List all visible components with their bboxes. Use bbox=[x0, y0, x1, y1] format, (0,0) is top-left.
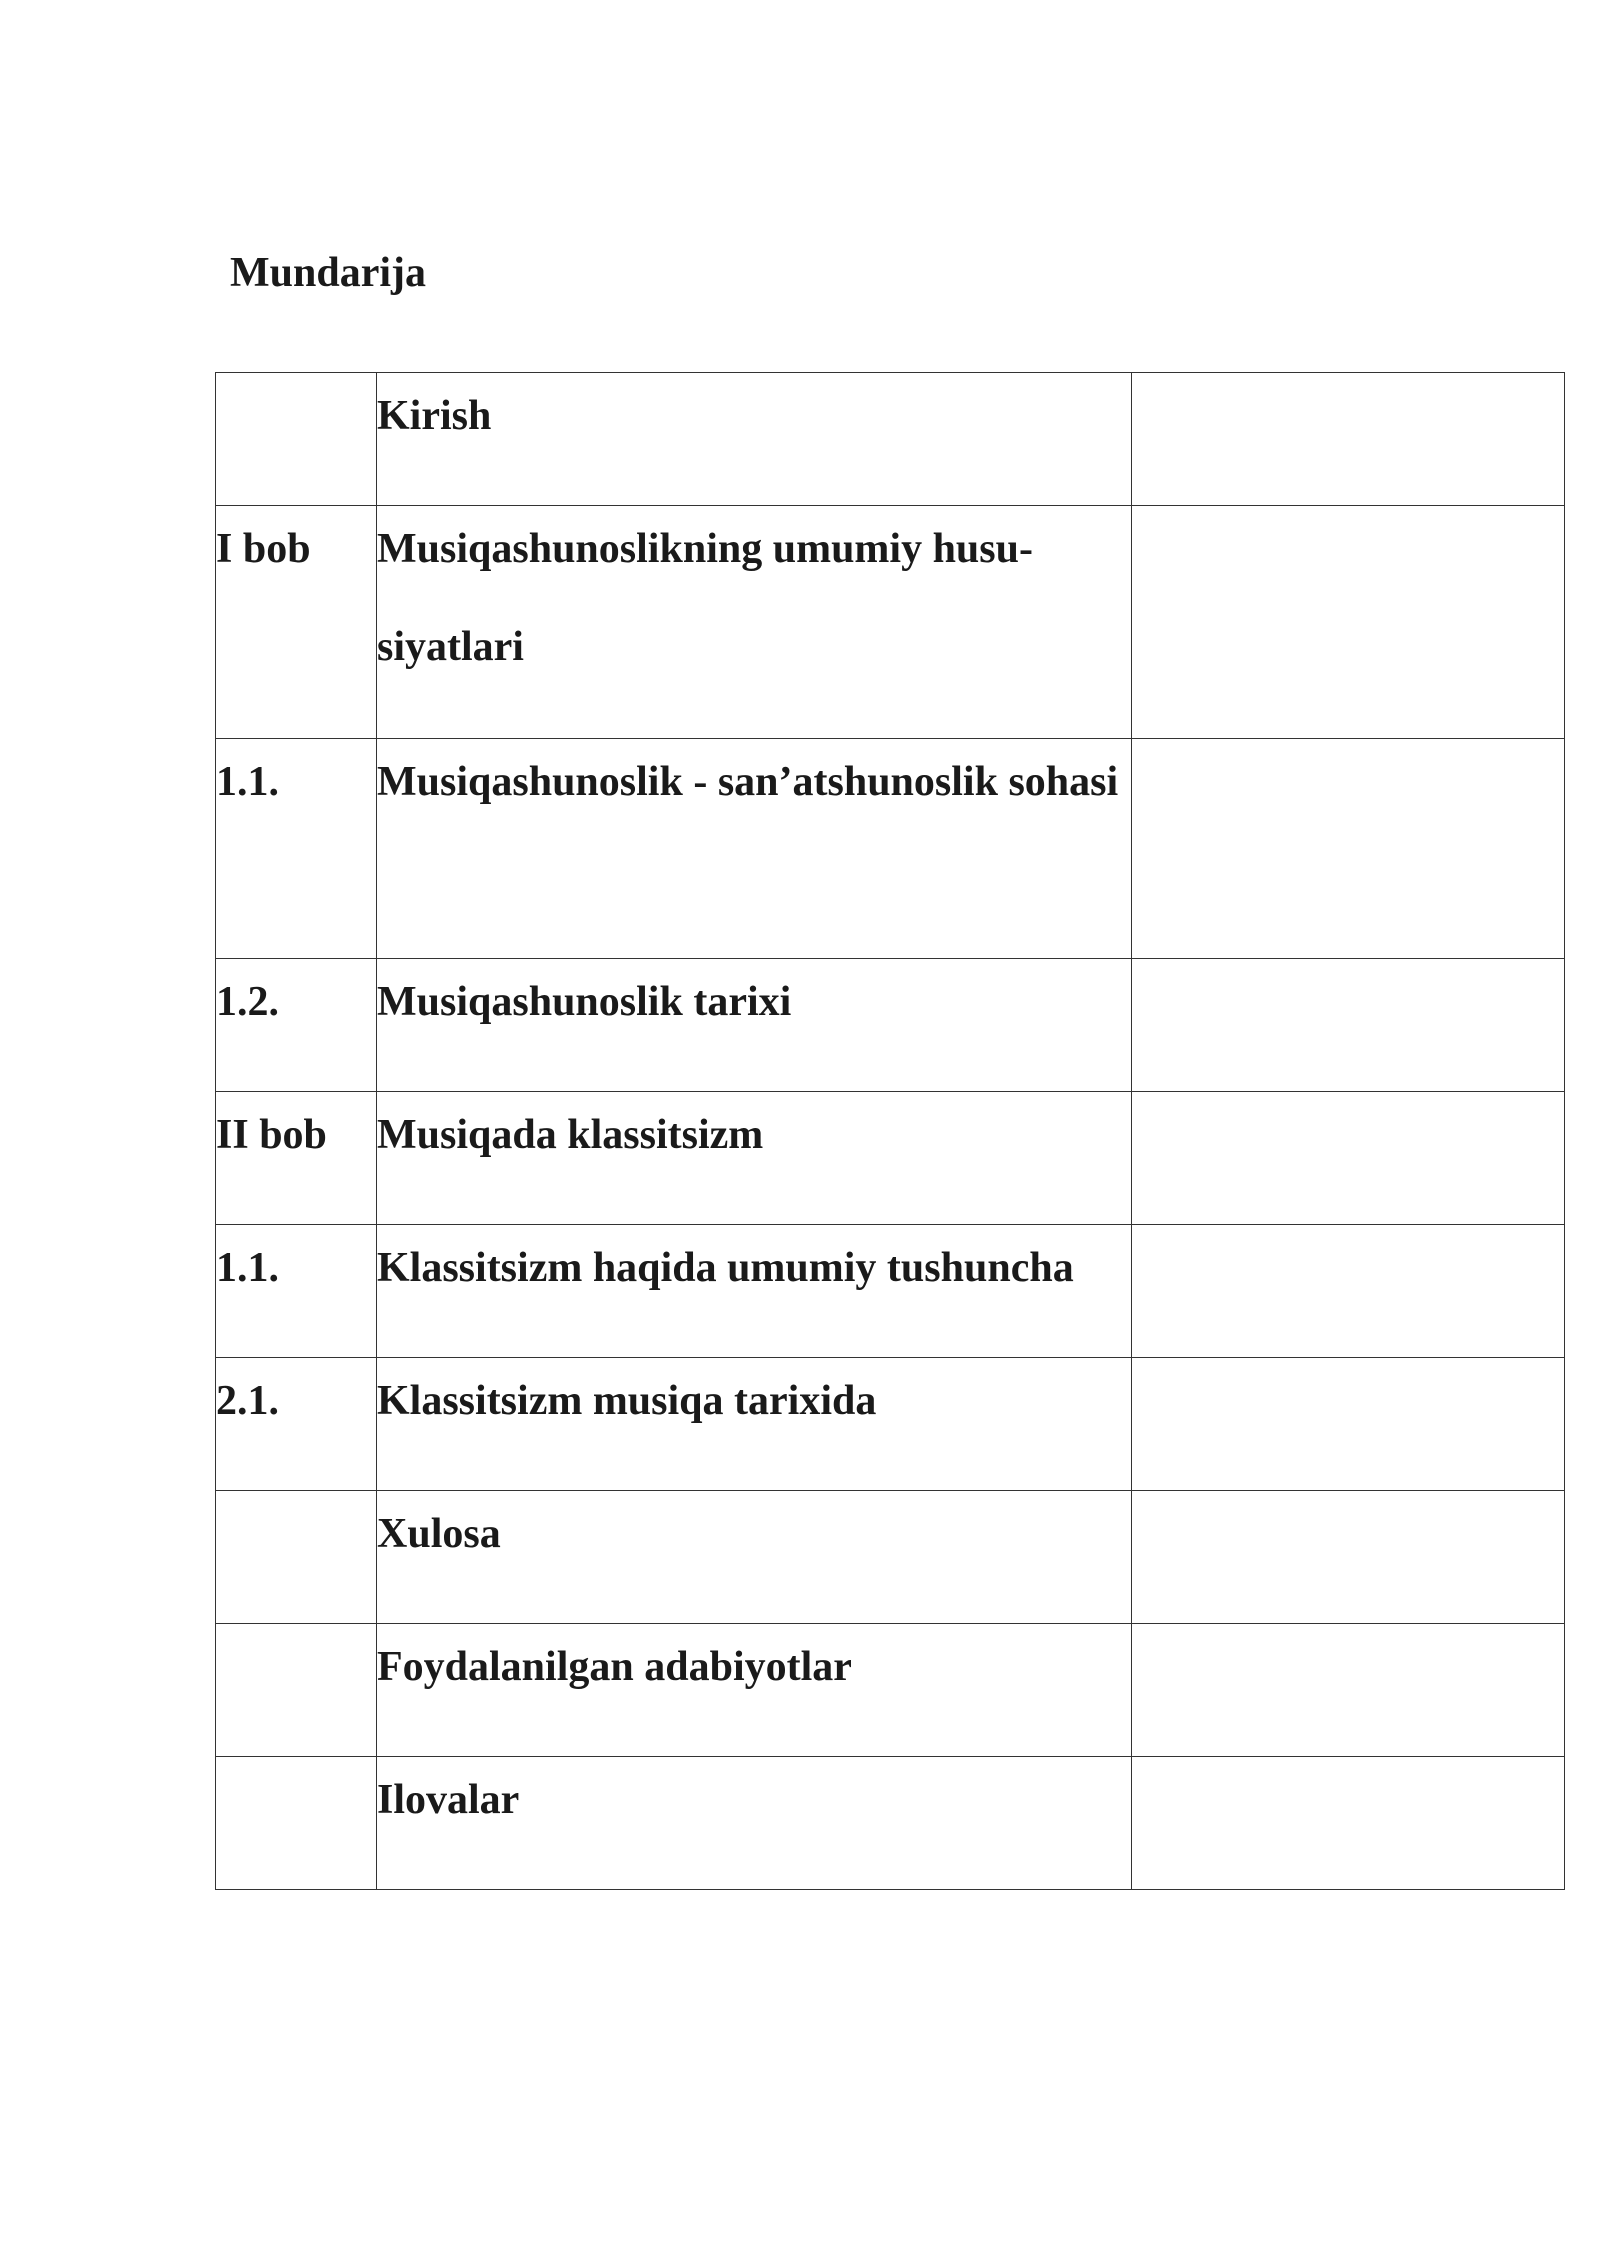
section-number-cell: 1.1. bbox=[216, 1225, 377, 1358]
page-number-cell bbox=[1132, 1225, 1565, 1358]
page-number-cell bbox=[1132, 373, 1565, 506]
section-number-cell: II bob bbox=[216, 1092, 377, 1225]
page-number-cell bbox=[1132, 1358, 1565, 1491]
section-number-cell bbox=[216, 1624, 377, 1757]
section-title-cell: Klassitsizm haqida umumiy tushuncha bbox=[377, 1225, 1132, 1358]
section-number-cell bbox=[216, 1757, 377, 1890]
table-row bbox=[216, 506, 1565, 739]
section-title-cell: Musiqashunoslik tarixi bbox=[377, 959, 1132, 1092]
section-title-cell: Foydalanilgan adabiyotlar bbox=[377, 1624, 1132, 1757]
page-number-cell bbox=[1132, 1624, 1565, 1757]
page-number-cell bbox=[1132, 959, 1565, 1092]
page-number-cell bbox=[1132, 1491, 1565, 1624]
section-number-cell bbox=[216, 1491, 377, 1624]
table-row bbox=[216, 1225, 1565, 1358]
section-number-cell: 1.1. bbox=[216, 739, 377, 959]
section-title-cell: Musiqashunoslik - san’atshunoslik sohasi bbox=[377, 739, 1132, 959]
page-number-cell bbox=[1132, 1092, 1565, 1225]
table-row bbox=[216, 1358, 1565, 1491]
table-row bbox=[216, 1624, 1565, 1757]
table-row bbox=[216, 1092, 1565, 1225]
section-title-cell: Kirish bbox=[377, 373, 1132, 506]
table-row bbox=[216, 1491, 1565, 1624]
table-of-contents bbox=[215, 372, 1565, 1890]
section-title-cell: Klassitsizm musiqa tarixida bbox=[377, 1358, 1132, 1491]
section-number-cell bbox=[216, 373, 377, 506]
table-row bbox=[216, 959, 1565, 1092]
table-row bbox=[216, 739, 1565, 959]
page-title: Mundarija bbox=[230, 250, 427, 296]
section-title-cell: Xulosa bbox=[377, 1491, 1132, 1624]
section-number-cell: I bob bbox=[216, 506, 377, 739]
section-number-cell: 1.2. bbox=[216, 959, 377, 1092]
table-row bbox=[216, 1757, 1565, 1890]
section-title-cell: Musiqada klassitsizm bbox=[377, 1092, 1132, 1225]
page-number-cell bbox=[1132, 1757, 1565, 1890]
page-number-cell bbox=[1132, 739, 1565, 959]
section-title-cell: Ilovalar bbox=[377, 1757, 1132, 1890]
section-title-cell: Musiqashunoslikning umumiy hususiyatlari bbox=[377, 506, 1132, 739]
page-number-cell bbox=[1132, 506, 1565, 739]
table-row bbox=[216, 373, 1565, 506]
section-number-cell: 2.1. bbox=[216, 1358, 377, 1491]
